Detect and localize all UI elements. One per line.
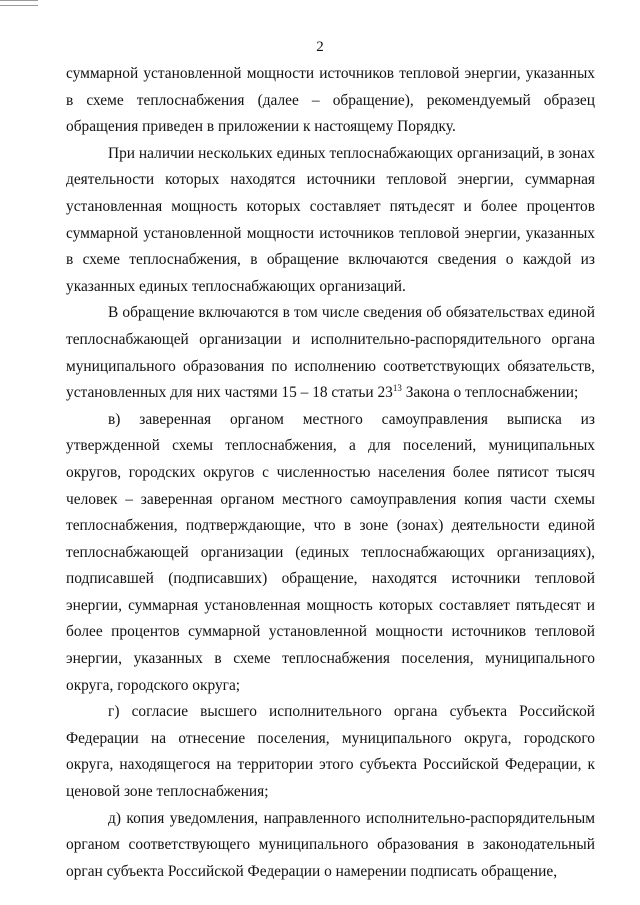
paragraph-item-d: д) копия уведомления, направленного исполнительно-распорядительным органом соответствующего муниципального образования в законодательный орган субъекта Российской Федерации о намерении подписать обращение, <box>66 809 595 880</box>
paragraph-item-v: в) заверенная органом местного самоуправления выписка из утвержденной схемы теплоснабжения, а для поселений, муниципальных округов, городских округов с численностью населения более пятисот тысяч человек – заверенная органом местного самоуправления копия части схемы теплоснабжения, подтверждающие, что в зоне (зонах) деятельности единой теплоснабжающей организации (единых теплоснабжающих организациях), подписавшей (подписавших) обращение, находятся источники тепловой энергии, суммарная установленная мощность которых составляет пятьдесят и более процентов суммарной установленной мощности источников тепловой энергии, указанных в схеме теплоснабжения поселения, муниципального округа, городского округа; <box>66 410 595 694</box>
page-number: 2 <box>316 39 324 55</box>
paragraph-obligations-end: Закона о теплоснабжении; <box>401 384 579 402</box>
paragraph-obligations-text: В обращение включаются в том числе сведения об обязательствах единой теплоснабжающей организации и исполнительно-распорядительного органа муниципального образования по исполнению соответствующих обязательств, установленных для них частями 15 – 18 статьи 23 <box>66 304 595 402</box>
paragraph-multiple-organizations: При наличии нескольких единых теплоснабжающих организаций, в зонах деятельности которых находятся источники тепловой энергии, суммарная установленная мощность которых составляет пятьдесят и более процентов суммарной установленной мощности источников тепловой энергии, указанных в схеме теплоснабжения, в обращение включаются сведения о каждой из указанных единых теплоснабжающих организаций. <box>66 144 595 295</box>
document-body <box>66 61 595 885</box>
article-superscript: 13 <box>392 383 402 394</box>
scan-edge-mark <box>0 0 38 6</box>
paragraph-item-g: г) согласие высшего исполнительного органа субъекта Российской Федерации на отнесение поселения, муниципального округа, городского округа, находящегося на территории этого субъекта Российской Федерации, к ценовой зоне теплоснабжения; <box>66 703 595 801</box>
paragraph-continuation: суммарной установленной мощности источников тепловой энергии, указанных в схеме теплоснабжения (далее – обращение), рекомендуемый образец обращения приведен в приложении к настоящему Порядку. <box>66 65 595 136</box>
paragraph-obligations <box>66 300 595 406</box>
